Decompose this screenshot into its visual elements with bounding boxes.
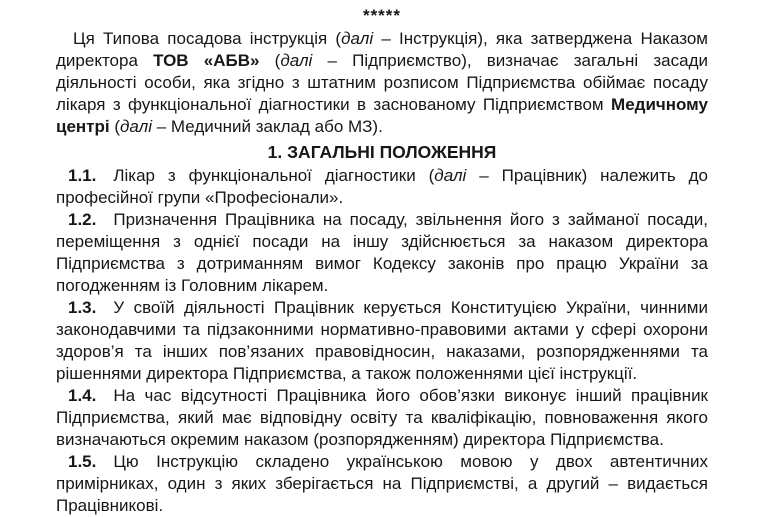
clause-text: Цю Інструкцію складено українською мовою у двох автентичних примірниках, один з яких зберігається на Підприємстві, а другий – видається Працівникові. — [56, 452, 708, 515]
intro-paragraph: Ця Типова посадова інструкція (далі – Інструкція), яка затверджена Наказом директора ТОВ «АБВ» (далі – Підприємство), визначає загальні засади діяльності особи, яка згідно з штатним розписом Підприємства обіймає посаду лікаря з функціональної діагностики в заснованому Підприємством Медичному центрі (далі – Медичний заклад або МЗ). — [56, 29, 709, 136]
clause-paragraph — [56, 297, 708, 385]
clause-paragraph — [56, 451, 708, 517]
clause-paragraph — [56, 165, 708, 209]
clause-text: Лікар з функціональної діагностики (далі – Працівник) належить до професійної групи «Професіонали». — [56, 166, 708, 207]
clause-number: 1.3. — [68, 298, 97, 317]
separator-asterisks: ***** — [362, 6, 402, 25]
clause-paragraph — [56, 209, 708, 297]
clause-number: 1.4. — [68, 386, 97, 405]
clause-number: 1.5. — [68, 452, 97, 471]
clause-text: У своїй діяльності Працівник керується Конституцією України, чинними законодавчими та підзаконними нормативно-правовими актами у сфері охорони здоров’я та інших пов’язаних правовідносин, наказами, розпорядженнями та рішеннями директора Підприємства, а також положеннями цієї інструкції. — [56, 298, 708, 383]
clause-text: Призначення Працівника на посаду, звільнення його з займаної посади, переміщення з однієї посади на іншу здійснюється за наказом директора Підприємства з дотриманням вимог Кодексу законів про працю України за погодженням із Головним лікарем. — [56, 210, 708, 295]
clause-number: 1.2. — [68, 210, 97, 229]
section-heading: 1. ЗАГАЛЬНІ ПОЛОЖЕННЯ — [267, 142, 497, 162]
clause-number: 1.1. — [68, 166, 97, 185]
numbered-clauses — [56, 165, 708, 517]
clause-paragraph — [56, 385, 708, 451]
clause-text: На час відсутності Працівника його обов’язки виконує інший працівник Підприємства, який має відповідну освіту та кваліфікацію, повноваження якого визначаються окремим наказом (розпорядженням) директора Підприємства. — [56, 386, 708, 449]
